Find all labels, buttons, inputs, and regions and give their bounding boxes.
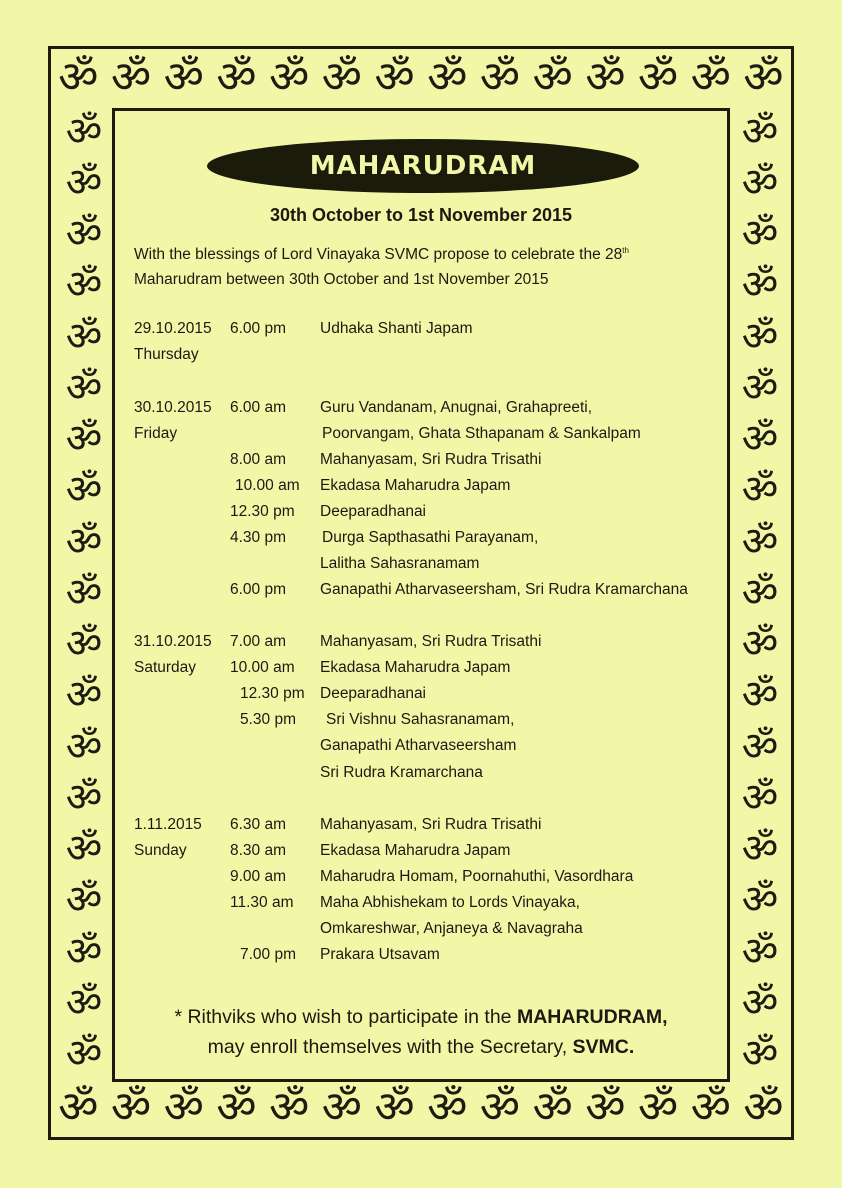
- om-icon: ॐ: [216, 52, 257, 103]
- event-time: 7.00 am: [230, 633, 287, 650]
- day-weekday: Thursday: [134, 346, 199, 363]
- om-icon: ॐ: [741, 262, 779, 309]
- om-icon: ॐ: [741, 877, 779, 924]
- om-border-bottom: [52, 1080, 790, 1136]
- om-icon: ॐ: [65, 621, 103, 668]
- om-icon: ॐ: [374, 1082, 415, 1133]
- om-icon: ॐ: [741, 313, 779, 360]
- om-icon: ॐ: [65, 979, 103, 1026]
- om-icon: ॐ: [638, 1082, 679, 1133]
- om-icon: ॐ: [479, 52, 521, 103]
- event-name: Guru Vandanam, Anugnai, Grahapreeti,: [320, 399, 592, 416]
- day-date: 1.11.2015: [134, 816, 202, 833]
- note-line-2: may enroll themselves with the Secretary,: [207, 1036, 573, 1058]
- event-name: Mahanyasam, Sri Rudra Trisathi: [320, 451, 542, 468]
- om-icon: ॐ: [743, 52, 784, 103]
- om-icon: ॐ: [741, 826, 779, 873]
- om-icon: ॐ: [65, 518, 103, 565]
- om-icon: ॐ: [65, 826, 103, 873]
- event-name: Ekadasa Maharudra Japam: [320, 477, 511, 494]
- om-border-top: [52, 50, 790, 106]
- event-time: 4.30 pm: [230, 529, 287, 546]
- om-icon: ॐ: [741, 774, 779, 821]
- om-icon: ॐ: [65, 928, 103, 975]
- om-icon: ॐ: [741, 159, 779, 206]
- event-time: 8.00 am: [230, 451, 287, 468]
- event-time: 6.00 pm: [230, 320, 287, 337]
- om-icon: ॐ: [110, 52, 152, 103]
- om-icon: ॐ: [741, 569, 779, 616]
- day-date: 31.10.2015: [134, 633, 212, 650]
- page-title: MAHARUDRAM: [309, 151, 537, 181]
- event-time: 6.00 am: [230, 399, 287, 416]
- om-icon: ॐ: [690, 1082, 731, 1133]
- om-icon: ॐ: [65, 416, 103, 463]
- event-time: 5.30 pm: [240, 711, 297, 728]
- event-time: 7.00 pm: [240, 946, 297, 963]
- day-weekday: Saturday: [134, 659, 197, 676]
- event-name: Sri Vishnu Sahasranamam,: [326, 711, 515, 728]
- om-icon: ॐ: [58, 52, 99, 103]
- om-icon: ॐ: [58, 1082, 99, 1133]
- event-time: 6.30 am: [230, 816, 287, 833]
- om-icon: ॐ: [65, 364, 103, 411]
- om-border-left: [54, 106, 114, 1080]
- om-icon: ॐ: [638, 52, 679, 103]
- om-icon: ॐ: [65, 159, 103, 206]
- note-line-1: * Rithviks who wish to participate in the: [174, 1006, 517, 1028]
- event-time: 11.30 am: [230, 894, 294, 911]
- event-name-continued: Sri Rudra Kramarchana: [320, 764, 483, 781]
- om-icon: ॐ: [741, 1031, 779, 1078]
- om-icon: ॐ: [741, 723, 779, 770]
- om-icon: ॐ: [269, 1082, 310, 1133]
- event-name: Mahanyasam, Sri Rudra Trisathi: [320, 633, 542, 650]
- om-icon: ॐ: [321, 52, 362, 103]
- event-time: 12.30 pm: [240, 685, 305, 702]
- event-name-continued: Ganapathi Atharvaseersham: [320, 737, 517, 754]
- om-icon: ॐ: [743, 1082, 784, 1133]
- om-icon: ॐ: [741, 364, 779, 411]
- om-icon: ॐ: [427, 52, 468, 103]
- om-icon: ॐ: [585, 1082, 626, 1133]
- event-time: 10.00 am: [235, 477, 300, 494]
- note-line-2-bold: SVMC.: [572, 1036, 635, 1058]
- event-time: 8.30 am: [230, 842, 287, 859]
- om-icon: ॐ: [110, 1082, 152, 1133]
- om-icon: ॐ: [741, 467, 779, 514]
- om-icon: ॐ: [216, 1082, 257, 1133]
- participation-note: [0, 1002, 842, 1062]
- om-icon: ॐ: [374, 52, 415, 103]
- om-icon: ॐ: [65, 1031, 103, 1078]
- om-icon: ॐ: [65, 877, 103, 924]
- om-icon: ॐ: [741, 108, 779, 155]
- om-icon: ॐ: [65, 467, 103, 514]
- day-weekday: Friday: [134, 425, 178, 442]
- om-icon: ॐ: [741, 928, 779, 975]
- ordinal-suffix: th: [622, 246, 629, 255]
- om-icon: ॐ: [532, 1082, 573, 1133]
- event-time: 6.00 pm: [230, 581, 287, 598]
- om-icon: ॐ: [741, 621, 779, 668]
- om-icon: ॐ: [65, 723, 103, 770]
- om-icon: ॐ: [741, 518, 779, 565]
- om-icon: ॐ: [532, 52, 573, 103]
- om-icon: ॐ: [585, 52, 626, 103]
- event-time: 12.30 pm: [230, 503, 295, 520]
- om-icon: ॐ: [65, 313, 103, 360]
- event-name: Ganapathi Atharvaseersham, Sri Rudra Kramarchana: [320, 581, 688, 598]
- event-name: Deeparadhanai: [320, 685, 427, 702]
- om-icon: ॐ: [741, 211, 779, 258]
- om-icon: ॐ: [65, 108, 103, 155]
- om-icon: ॐ: [741, 672, 779, 719]
- om-icon: ॐ: [427, 1082, 468, 1133]
- event-name-continued: Poorvangam, Ghata Sthapanam & Sankalpam: [322, 425, 641, 442]
- event-time: 10.00 am: [230, 659, 295, 676]
- event-dates-heading: 30th October to 1st November 2015: [269, 205, 573, 225]
- day-weekday: Sunday: [134, 842, 187, 859]
- om-icon: ॐ: [65, 211, 103, 258]
- om-border-right: [730, 106, 790, 1080]
- event-name-continued: Lalitha Sahasranamam: [320, 555, 480, 572]
- om-icon: ॐ: [163, 1082, 204, 1133]
- event-name: Ekadasa Maharudra Japam: [320, 659, 511, 676]
- om-icon: ॐ: [65, 262, 103, 309]
- day-date: 30.10.2015: [134, 399, 212, 416]
- om-icon: ॐ: [163, 52, 204, 103]
- event-name-continued: Omkareshwar, Anjaneya & Navagraha: [320, 920, 583, 937]
- om-icon: ॐ: [65, 569, 103, 616]
- event-name: Prakara Utsavam: [320, 946, 440, 963]
- day-date: 29.10.2015: [134, 320, 212, 337]
- om-icon: ॐ: [65, 774, 103, 821]
- note-line-1-bold: MAHARUDRAM,: [516, 1006, 668, 1028]
- intro-line-1: With the blessings of Lord Vinayaka SVMC propose to celebrate the 28: [134, 246, 623, 264]
- event-name: Udhaka Shanti Japam: [320, 320, 473, 337]
- om-icon: ॐ: [741, 979, 779, 1026]
- title-banner: [207, 139, 639, 193]
- event-name: Maha Abhishekam to Lords Vinayaka,: [320, 894, 580, 911]
- om-icon: ॐ: [321, 1082, 362, 1133]
- intro-paragraph: [134, 238, 716, 292]
- om-icon: ॐ: [741, 416, 779, 463]
- om-icon: ॐ: [690, 52, 731, 103]
- event-name: Deeparadhanai: [320, 503, 427, 520]
- om-icon: ॐ: [269, 52, 310, 103]
- om-icon: ॐ: [65, 672, 103, 719]
- om-icon: ॐ: [479, 1082, 521, 1133]
- event-time: 9.00 am: [230, 868, 287, 885]
- intro-line-2: Maharudram between 30th October and 1st November 2015: [134, 271, 549, 289]
- event-name: Maharudra Homam, Poornahuthi, Vasordhara: [320, 868, 634, 885]
- event-name: Ekadasa Maharudra Japam: [320, 842, 511, 859]
- event-name: Mahanyasam, Sri Rudra Trisathi: [320, 816, 542, 833]
- event-name: Durga Sapthasathi Parayanam,: [322, 529, 539, 546]
